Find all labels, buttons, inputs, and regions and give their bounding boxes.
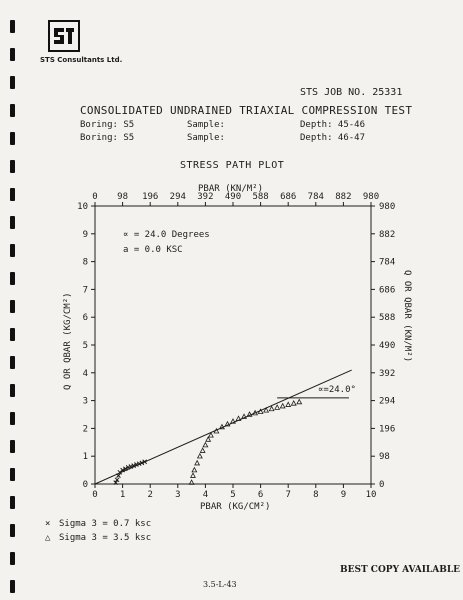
x2-tick-label: 196 xyxy=(142,192,159,202)
point-sigma-3-5 xyxy=(280,404,285,408)
x-tick-label: 10 xyxy=(365,490,377,500)
envelope-label: ∝=24.0° xyxy=(318,385,356,395)
x2-tick-label: 490 xyxy=(224,192,242,202)
x2-axis-label: PBAR (KN/M²) xyxy=(198,184,264,194)
y-tick-label: 7 xyxy=(82,285,88,296)
x-tick-label: 4 xyxy=(202,490,209,500)
x-tick-label: 5 xyxy=(230,490,236,500)
y2-tick-label: 882 xyxy=(379,229,396,240)
annotation-angle: ∝ = 24.0 Degrees xyxy=(123,230,210,240)
point-sigma-3-5 xyxy=(291,401,296,405)
annotation-intercept: a = 0.0 KSC xyxy=(123,245,183,255)
x-tick-label: 7 xyxy=(285,490,291,500)
sample-1: Sample: xyxy=(187,120,225,130)
depth-1: Depth: 45-46 xyxy=(300,120,366,130)
y-tick-label: 6 xyxy=(82,313,88,324)
legend-item-sigma-3-5 xyxy=(45,533,151,543)
x2-tick-label: 980 xyxy=(362,192,380,202)
y2-tick-label: 784 xyxy=(379,257,396,268)
y-tick-label: 0 xyxy=(82,480,88,490)
y2-tick-label: 490 xyxy=(379,341,396,351)
y-tick-label: 10 xyxy=(77,202,88,212)
best-copy-stamp: BEST COPY AVAILABLE xyxy=(340,565,461,575)
y2-tick-label: 392 xyxy=(379,368,396,379)
y-tick-label: 2 xyxy=(82,424,88,435)
y-tick-label: 1 xyxy=(82,452,88,463)
y2-tick-label: 588 xyxy=(379,313,396,324)
y-tick-label: 8 xyxy=(82,257,88,268)
legend-item-sigma-0-7 xyxy=(45,519,151,529)
legend-label-3-5: Sigma 3 = 3.5 ksc xyxy=(59,533,152,543)
y-tick-label: 9 xyxy=(82,229,88,240)
x-tick-label: 8 xyxy=(313,490,319,500)
legend-marker-triangle: △ xyxy=(45,533,51,543)
y2-tick-label: 0 xyxy=(379,480,385,490)
point-sigma-3-5 xyxy=(200,448,205,452)
x-tick-label: 0 xyxy=(92,490,98,500)
y2-tick-label: 686 xyxy=(379,285,396,296)
x2-tick-label: 98 xyxy=(117,192,129,202)
y-tick-label: 5 xyxy=(82,341,88,351)
legend-label-0-7: Sigma 3 = 0.7 ksc xyxy=(59,519,152,529)
page-code: 3.5-L-43 xyxy=(203,580,237,589)
x-tick-label: 3 xyxy=(175,490,181,500)
point-sigma-3-5 xyxy=(275,405,280,409)
y-tick-label: 3 xyxy=(82,396,88,407)
point-sigma-3-5 xyxy=(206,437,211,441)
point-sigma-3-5 xyxy=(297,399,302,403)
x2-tick-label: 392 xyxy=(197,192,214,202)
x2-tick-label: 0 xyxy=(92,192,98,202)
point-sigma-3-5 xyxy=(286,402,291,406)
point-sigma-3-5 xyxy=(269,406,274,410)
y-tick-label: 4 xyxy=(82,368,88,379)
x-tick-label: 1 xyxy=(119,490,126,500)
depth-2: Depth: 46-47 xyxy=(300,133,366,143)
company-name: STS Consultants Ltd. xyxy=(40,56,123,64)
x-tick-label: 6 xyxy=(257,490,264,500)
point-sigma-3-5 xyxy=(203,443,208,447)
boring-2: Boring: S5 xyxy=(80,133,135,143)
point-sigma-3-5 xyxy=(198,454,203,458)
x2-tick-label: 784 xyxy=(307,192,324,202)
y2-tick-label: 98 xyxy=(379,452,390,463)
y-axis-label: Q OR QBAR (KG/CM²) xyxy=(63,292,73,390)
job-number: STS JOB NO. 25331 xyxy=(300,87,403,98)
x2-tick-label: 882 xyxy=(335,192,352,202)
y2-tick-label: 294 xyxy=(379,396,396,407)
point-sigma-3-5 xyxy=(191,473,196,477)
x-tick-label: 9 xyxy=(340,490,347,500)
x2-tick-label: 588 xyxy=(252,192,269,202)
x-tick-label: 2 xyxy=(147,490,153,500)
x2-tick-label: 294 xyxy=(169,192,186,202)
chart-title: STRESS PATH PLOT xyxy=(180,160,285,171)
x-axis-label: PBAR (KG/CM²) xyxy=(200,502,271,512)
point-sigma-3-5 xyxy=(192,468,197,472)
y2-tick-label: 980 xyxy=(379,202,396,212)
x2-tick-label: 686 xyxy=(280,192,297,202)
point-sigma-3-5 xyxy=(195,461,200,465)
y2-tick-label: 196 xyxy=(379,424,396,435)
test-title: CONSOLIDATED UNDRAINED TRIAXIAL COMPRESSION TEST xyxy=(80,104,413,117)
boring-1: Boring: S5 xyxy=(80,120,135,130)
sample-2: Sample: xyxy=(187,133,225,143)
legend-marker-x: × xyxy=(45,519,51,529)
y2-axis-label: Q OR QBAR (KN/M²) xyxy=(402,270,412,363)
